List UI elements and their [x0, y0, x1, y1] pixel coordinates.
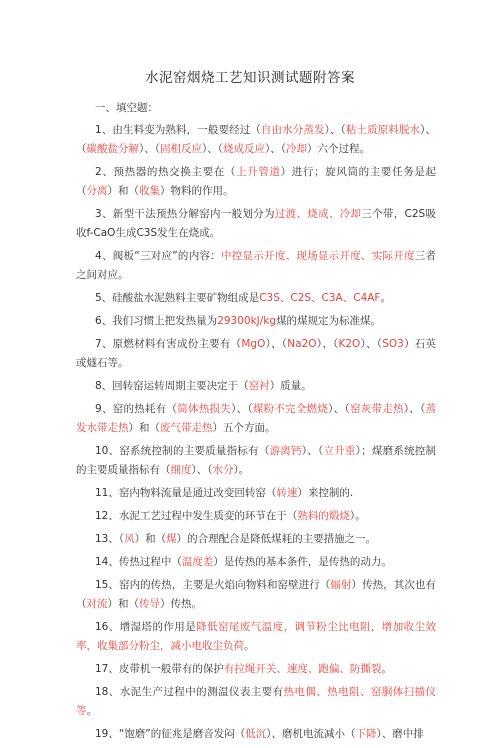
question-text: ）、（	[139, 143, 160, 155]
question-text: ）、（	[403, 403, 426, 415]
answer-text: 烧成反应	[223, 143, 265, 155]
question-text: 。	[380, 292, 391, 304]
question-text: 12、水泥工艺过程中发生质变的环节在于（	[95, 510, 298, 522]
question-text: ）。	[349, 510, 366, 522]
question-list	[76, 121, 436, 748]
question-text: ）、（	[202, 143, 223, 155]
question-text: ）、（	[265, 143, 286, 155]
question-text: ）石英或燧石等。	[76, 338, 437, 369]
answer-text: 对流	[86, 598, 108, 610]
question-item	[76, 205, 436, 243]
question-text: ）、磨中排	[376, 728, 424, 740]
question-text: ）物料的作用。	[160, 185, 234, 197]
answer-text: 传导	[139, 598, 160, 610]
question-text: ）和（	[107, 185, 139, 197]
question-text: 16、增湿塔的作用是	[95, 621, 197, 633]
answer-text: 风	[124, 533, 135, 545]
question-item	[76, 683, 436, 721]
document-title: 水泥窑烟烧工艺知识测试题附答案	[145, 70, 355, 86]
answer-text: 窑灰带走热	[349, 403, 404, 415]
answer-text: Na2O	[287, 338, 317, 350]
question-item	[76, 335, 436, 373]
answer-text: 上升管道	[236, 166, 281, 178]
answer-text: 蒸发水带走热	[76, 403, 437, 434]
question-text: ）传热。	[160, 598, 202, 610]
question-text: ）。	[233, 464, 250, 476]
answer-text: 低沉	[245, 728, 267, 740]
question-text: ）、（	[316, 338, 339, 350]
question-text: ）的合理配合是降低煤耗的主要措施之一。	[176, 533, 377, 545]
question-text: 。	[86, 705, 97, 717]
question-text: 三者之间对应。	[76, 250, 437, 281]
question-text: 11、窑内物料流量是通过改变回转窑（	[95, 487, 277, 499]
question-text: 三个带，C2S吸收f-CaO生成C3S发生在烧成。	[76, 208, 436, 239]
answer-text: 立升重	[323, 445, 356, 457]
question-item	[76, 442, 436, 480]
question-text: ）、（	[324, 124, 346, 136]
section-heading: 一、填空题：	[95, 102, 158, 114]
question-text: 15、窑内的传热，主要是火焰向物料和窑壁进行（	[95, 579, 331, 591]
question-text: ）来控制的.	[297, 487, 354, 499]
question-text: 9、窑的热耗有（	[95, 403, 178, 415]
answer-text: 固相反应	[160, 143, 202, 155]
question-text: ）质量。	[269, 380, 312, 392]
answer-text: 自由水分蒸发	[260, 124, 325, 136]
question-text: 3、新型干法预热分解窑内一般划分为	[95, 208, 275, 220]
question-text: ）五个方面。	[212, 422, 276, 434]
question-text: ）、（	[265, 338, 288, 350]
question-item	[76, 484, 436, 503]
question-item	[76, 576, 436, 614]
question-text: ）、（	[328, 403, 350, 415]
question-text: 4、阀板“三对应”的内容：	[95, 250, 221, 262]
answer-text: 热电偶、热电阻、窑胴体扫描仪等	[76, 686, 436, 717]
answer-text: 冷却	[286, 143, 307, 155]
question-text: 。	[244, 640, 255, 652]
question-text: ）和（	[128, 422, 160, 434]
answer-text: 煤	[166, 533, 177, 545]
question-item	[76, 121, 436, 159]
question-item	[76, 247, 436, 285]
question-item	[76, 377, 436, 396]
question-text: ）、（	[231, 403, 253, 415]
answer-text: 过渡、烧成、冷却	[274, 208, 362, 220]
question-item	[76, 530, 436, 549]
answer-text: 下降	[355, 728, 377, 740]
question-item	[76, 507, 436, 526]
answer-text: 粘土质原料脱水	[345, 124, 421, 136]
question-text: 14、传热过程中（	[95, 556, 182, 568]
question-text: ）是传热的基本条件，是传热的动力。	[213, 556, 392, 568]
answer-text: SO3	[382, 338, 404, 350]
answer-text: 中控显示开度、现场显示开度、实际开度	[221, 250, 415, 262]
question-text: 10、窑系统控制的主要质量指标有（	[95, 445, 270, 457]
question-text: ）、（	[301, 445, 324, 457]
question-text: 13、（	[95, 533, 125, 545]
answer-text: 29300kJ/kg	[217, 315, 277, 327]
question-text: ）；煤磨系统控制的主要质量指标有（	[76, 445, 437, 476]
question-text: 煤的煤规定为标准煤。	[276, 315, 382, 327]
question-text: 18、水泥生产过程中的测温仪表主要有	[95, 686, 284, 698]
question-item	[76, 553, 436, 572]
answer-text: MgO	[241, 338, 266, 350]
answer-text: 分离	[86, 185, 108, 197]
question-text: ）、（	[191, 464, 213, 476]
answer-text: 筒体热损失	[177, 403, 232, 415]
answer-text: 煤粉不完全燃烧	[252, 403, 329, 415]
question-item	[76, 312, 436, 331]
question-text: 8、回转窑运转周期主要决定于（	[95, 380, 249, 392]
answer-text: 水分	[212, 464, 234, 476]
question-text: 1、由生料变为熟料，一般要经过（	[95, 124, 261, 136]
answer-text: 细度	[170, 464, 192, 476]
answer-text: 窑衬	[248, 380, 270, 392]
answer-text: 温度差	[181, 556, 214, 568]
answer-text: C3S、C2S、C3A、C4AF	[259, 292, 381, 304]
answer-text: K2O	[338, 338, 361, 350]
answer-text: 碳酸盐分解	[86, 143, 139, 155]
question-text: ）、磨机电流减小（	[266, 728, 356, 740]
question-text: ）传热，其次也有（	[76, 579, 436, 610]
question-text: 17、皮带机一般带有的保护	[95, 663, 224, 675]
question-text: ）、（	[76, 124, 437, 155]
question-item	[76, 660, 436, 679]
question-item	[76, 725, 436, 744]
question-text: ）、（	[360, 338, 383, 350]
question-text: ）进行；旋风筒的主要任务是起（	[76, 166, 437, 197]
answer-text: 熟料的煅烧	[297, 510, 350, 522]
question-text: ）六个过程。	[307, 143, 370, 155]
answer-text: 辐射	[330, 579, 352, 591]
answer-text: 游离钙	[269, 445, 302, 457]
question-item	[76, 618, 436, 656]
question-text: 7、原燃材料有害成份主要有（	[95, 338, 242, 350]
question-text: 。	[381, 663, 392, 675]
question-item	[76, 289, 436, 308]
answer-text: 降低窑尾废气温度，调节粉尘比电阻，增加收尘效率，收集部分粉尘，减小电收尘负荷	[76, 621, 436, 652]
answer-text: 有拉绳开关、速度、跑偏、防撕裂	[223, 663, 382, 675]
question-item	[76, 400, 436, 438]
question-text: ）和（	[134, 533, 167, 545]
question-text: ）和（	[107, 598, 139, 610]
answer-text: 收集	[139, 185, 160, 197]
question-text: 6、我们习惯上把发热量为	[95, 315, 218, 327]
answer-text: 转速	[276, 487, 298, 499]
question-text: 5、硅酸盐水泥熟料主要矿物组成是	[95, 292, 260, 304]
answer-text: 废气带走热	[160, 422, 213, 434]
question-text: 19、“饱磨”的征兆是磨音发闷（	[95, 728, 246, 740]
question-text: 2、预热器的热交换主要在（	[95, 166, 237, 178]
question-item	[76, 163, 436, 201]
